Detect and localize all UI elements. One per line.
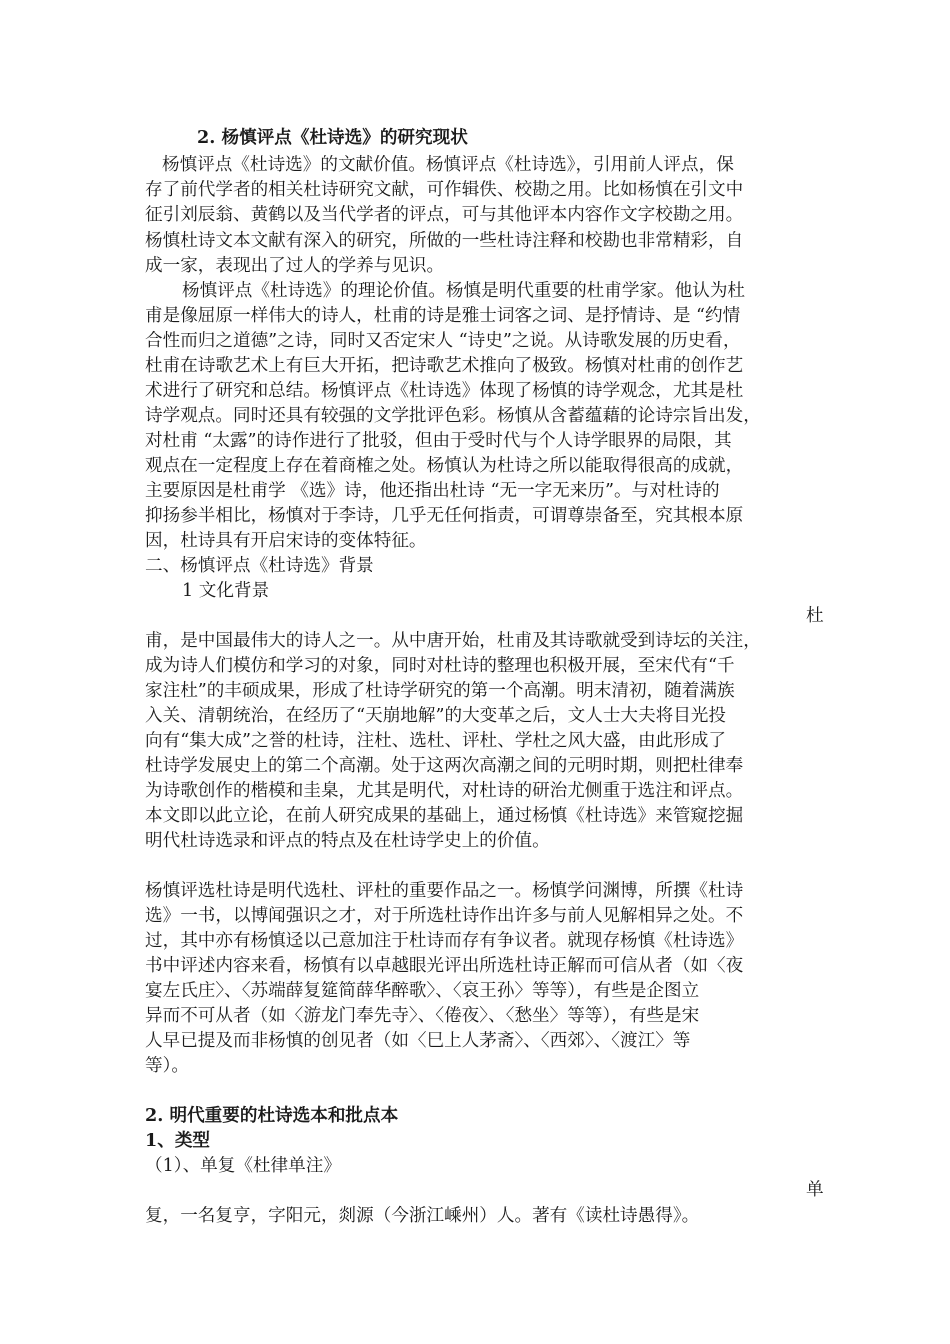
paragraph-line: 合性而归之道德”之诗，同时又否定宋人 “诗史”之说。从诗歌发展的历史看， — [145, 331, 741, 351]
paragraph-line: 为诗歌创作的楷模和圭臬，尤其是明代，对杜诗的研治尤侧重于选注和评点。 — [145, 781, 744, 801]
paragraph-line: 术进行了研究和总结。杨慎评点《杜诗选》体现了杨慎的诗学观念，尤其是杜 — [145, 381, 744, 401]
subsection-heading: 1、类型 — [145, 1130, 211, 1151]
paragraph-line: 等）。 — [145, 1056, 189, 1076]
paragraph-line: 主要原因是杜甫学 《选》诗，他还指出杜诗 “无一字无来历”。与对杜诗的 — [145, 481, 720, 501]
paragraph-line: 过，其中亦有杨慎迳以己意加注于杜诗而存有争议者。就现存杨慎《杜诗选》 — [145, 931, 744, 951]
paragraph-line: 家注杜”的丰硕成果，形成了杜诗学研究的第一个高潮。明末清初，随着满族 — [145, 681, 735, 701]
section-heading: 二、杨慎评点《杜诗选》背景 — [145, 556, 374, 576]
paragraph-line: 选》一书，以博闻强识之才，对于所选杜诗作出许多与前人见解相异之处。不 — [145, 906, 744, 926]
paragraph-line: 诗学观点。同时还具有较强的文学批评色彩。杨慎从含蓄蕴藉的论诗宗旨出发， — [145, 406, 761, 426]
paragraph-line: 杨慎评选杜诗是明代选杜、评杜的重要作品之一。杨慎学问渊博，所撰《杜诗 — [145, 881, 744, 901]
paragraph-line: 杨慎评点《杜诗选》的文献价值。杨慎评点《杜诗选》，引用前人评点，保 — [162, 155, 734, 175]
paragraph-line: 书中评述内容来看，杨慎有以卓越眼光评出所选杜诗正解而可信从者（如〈夜 — [145, 956, 744, 976]
paragraph-line: 因，杜诗具有开启宋诗的变体特征。 — [145, 531, 427, 551]
paragraph-line: 甫是像屈原一样伟大的诗人，杜甫的诗是雅士词客之词、是抒情诗、是 “约情 — [145, 306, 741, 326]
paragraph-line: 复，一名复亨，字阳元，剡源（今浙江嵊州）人。著有《读杜诗愚得》。 — [145, 1206, 700, 1226]
paragraph-line: 入关、清朝统治，在经历了“天崩地解”的大变革之后，文人士大夫将目光投 — [145, 706, 726, 726]
section-heading: 2. 明代重要的杜诗选本和批点本 — [145, 1105, 399, 1126]
paragraph-line: 杨慎杜诗文本文献有深入的研究，所做的一些杜诗注释和校勘也非常精彩，自 — [145, 231, 744, 251]
paragraph-line: 甫，是中国最伟大的诗人之一。从中唐开始，杜甫及其诗歌就受到诗坛的关注， — [145, 631, 761, 651]
list-item: （1）、单复《杜律单注》 — [145, 1156, 341, 1176]
paragraph-line: 征引刘辰翁、黄鹤以及当代学者的评点，可与其他评本内容作文字校勘之用。 — [145, 205, 744, 225]
section-heading: 2. 杨慎评点《杜诗选》的研究现状 — [197, 127, 468, 148]
paragraph-line: 对杜甫 “太露”的诗作进行了批驳，但由于受时代与个人诗学眼界的局限，其 — [145, 431, 732, 451]
paragraph-lead-character: 杜 — [806, 606, 824, 626]
paragraph-line: 人早已提及而非杨慎的创见者（如〈巳上人茅斋〉、〈西郊〉、〈渡江〉等 — [145, 1031, 691, 1051]
paragraph-line: 向有“集大成”之誉的杜诗，注杜、选杜、评杜、学杜之风大盛，由此形成了 — [145, 731, 726, 751]
paragraph-lead-character: 单 — [806, 1180, 824, 1200]
paragraph-line: 杨慎评点《杜诗选》的理论价值。杨慎是明代重要的杜甫学家。他认为杜 — [182, 281, 746, 301]
paragraph-line: 观点在一定程度上存在着商榷之处。杨慎认为杜诗之所以能取得很高的成就， — [145, 456, 744, 476]
paragraph-line: 宴左氏庄〉、〈苏端薛复筵简薛华醉歌〉、〈哀王孙〉等等），有些是企图立 — [145, 981, 700, 1001]
paragraph-line: 本文即以此立论，在前人研究成果的基础上，通过杨慎《杜诗选》来管窥挖掘 — [145, 806, 744, 826]
paragraph-line: 抑扬参半相比，杨慎对于李诗，几乎无任何指责，可谓尊崇备至，究其根本原 — [145, 506, 744, 526]
paragraph-line: 异而不可从者（如〈游龙门奉先寺〉、〈倦夜〉、〈愁坐〉等等），有些是宋 — [145, 1006, 700, 1026]
paragraph-line: 成为诗人们模仿和学习的对象，同时对杜诗的整理也积极开展，至宋代有“千 — [145, 656, 735, 676]
paragraph-line: 杜甫在诗歌艺术上有巨大开拓，把诗歌艺术推向了极致。杨慎对杜甫的创作艺 — [145, 356, 744, 376]
paragraph-line: 成一家，表现出了过人的学养与见识。 — [145, 256, 445, 276]
paragraph-line: 存了前代学者的相关杜诗研究文献，可作辑佚、校勘之用。比如杨慎在引文中 — [145, 180, 744, 200]
subsection-heading: 1 文化背景 — [182, 581, 270, 601]
paragraph-line: 杜诗学发展史上的第二个高潮。处于这两次高潮之间的元明时期，则把杜律奉 — [145, 756, 744, 776]
paragraph-line: 明代杜诗选录和评点的特点及在杜诗学史上的价值。 — [145, 831, 550, 851]
